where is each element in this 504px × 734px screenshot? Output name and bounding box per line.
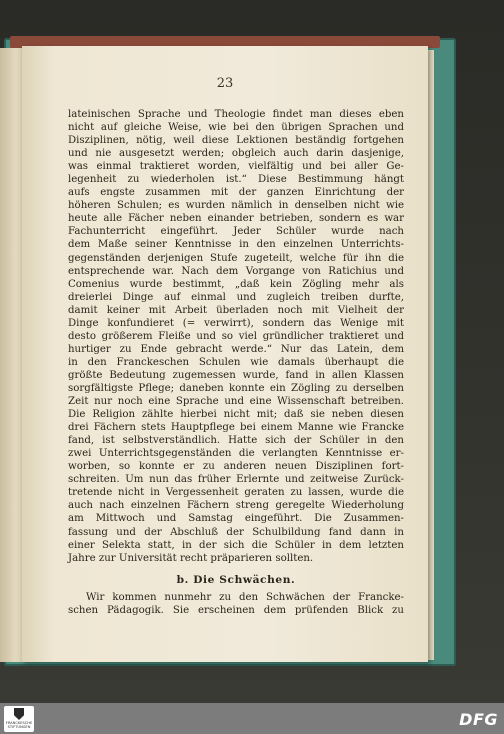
text-line: Wir kommen nunmehr zu den Schwächen der Francke- <box>86 591 404 603</box>
text-line: hurtiger zu Ende gebracht werde.“ Nur das Latein, dem <box>68 343 404 355</box>
text-line: Jahre zur Universität recht präparieren sollten. <box>68 552 314 564</box>
left-page-edge <box>0 48 22 662</box>
dfg-logo: DFG <box>459 710 498 729</box>
text-line: fand, ist selbstverständlich. Hatte sich der Schüler in den <box>68 435 404 447</box>
text-line: gegenständen derjenigen Stufe zugeteilt, welche für ihn die <box>68 252 404 264</box>
page-text <box>68 108 404 617</box>
text-line: Disziplinen, nötig, weil diese Lektionen beständig fortgehen <box>68 135 404 147</box>
text-line: entsprechende war. Nach dem Vorgange von Ratichius und <box>68 265 404 277</box>
crest-icon <box>14 708 24 720</box>
text-line: schreiten. Um nun das früher Erlernte und zeitweise Zurück- <box>68 474 404 486</box>
text-line: sorgfältigste Pflege; daneben konnte ein Zögling zu derselben <box>68 382 404 394</box>
text-line: aufs engste zusammen mit der ganzen Einrichtung der <box>68 187 404 199</box>
text-line: in den Franckeschen Schulen wie damals überhaupt die <box>68 356 404 368</box>
text-line: und nie ausgesetzt werden; obgleich auch darin dasjenige, <box>68 148 404 160</box>
page-number: 23 <box>216 76 234 91</box>
text-line: höheren Schulen; es wurden nämlich in denselben nicht wie <box>68 200 404 212</box>
text-line: schen Pädagogik. Sie erscheinen dem prüfenden Blick zu <box>68 604 404 616</box>
text-line: dem Maße seiner Kenntnisse in den einzelnen Unterrichts- <box>68 239 404 251</box>
text-line: Dinge konfundieret (= verwirrt), sondern das Wenige mit <box>68 317 404 329</box>
text-line: auch nach einzelnen Fächern streng geregelte Wiederholung <box>68 500 404 512</box>
library-logo-text: FRANCKESCHE STIFTUNGEN <box>5 721 33 729</box>
text-line: fassung und der Abschluß der Schulbildung fand dann in <box>68 526 404 538</box>
library-logo <box>4 706 34 732</box>
text-line: Die Religion zählte hierbei nicht mit; daß sie neben diesen <box>68 409 404 421</box>
text-line: Fachunterricht eingeführt. Jeder Schüler wurde nach <box>68 226 404 238</box>
text-line: dreierlei Dinge auf einmal und zugleich treiben durfte, <box>68 291 404 303</box>
text-line: heute alle Fächer neben einander betrieben, sondern es war <box>68 213 404 225</box>
text-line: nicht auf gleiche Weise, wie bei den übrigen Sprachen und <box>68 122 404 134</box>
text-line: tretende nicht in Vergessenheit geraten zu lassen, wurde die <box>68 487 404 499</box>
section-heading: b. Die Schwächen. <box>176 573 296 586</box>
text-line: damit keiner mit Arbeit überladen noch mit Vielheit der <box>68 304 404 316</box>
text-line: worben, so konnte er zu anderen neuen Disziplinen fort- <box>68 461 404 473</box>
book-page <box>22 46 428 662</box>
text-line: legenheit zu wiederholen ist.“ Diese Bestimmung hängt <box>68 174 404 186</box>
text-line: Comenius wurde bestimmt, „daß kein Zögling mehr als <box>68 278 404 290</box>
text-line: am Mittwoch und Samstag eingeführt. Die Zusammen- <box>68 513 404 525</box>
text-line: größte Bedeutung zugemessen wurde, fand in allen Klassen <box>68 369 404 381</box>
text-line: zwei Unterrichtsgegenständen die verlangten Kenntnisse er- <box>68 448 404 460</box>
viewer-footer-bar <box>0 703 504 734</box>
text-line: Zeit nur noch eine Sprache und eine Wissenschaft betreiben. <box>68 396 404 408</box>
text-line: was einmal traktieret worden, vielfältig und bei aller Ge- <box>68 161 404 173</box>
text-line: lateinischen Sprache und Theologie findet man dieses eben <box>68 109 404 120</box>
text-line: drei Fächern stets Hauptpflege bei einem Manne wie Francke <box>68 422 404 434</box>
text-line: einer Selekta statt, in der sich die Schüler in dem letzten <box>68 539 404 551</box>
text-line: desto größerem Fleiße und so viel gründlicher traktieret und <box>68 330 404 342</box>
